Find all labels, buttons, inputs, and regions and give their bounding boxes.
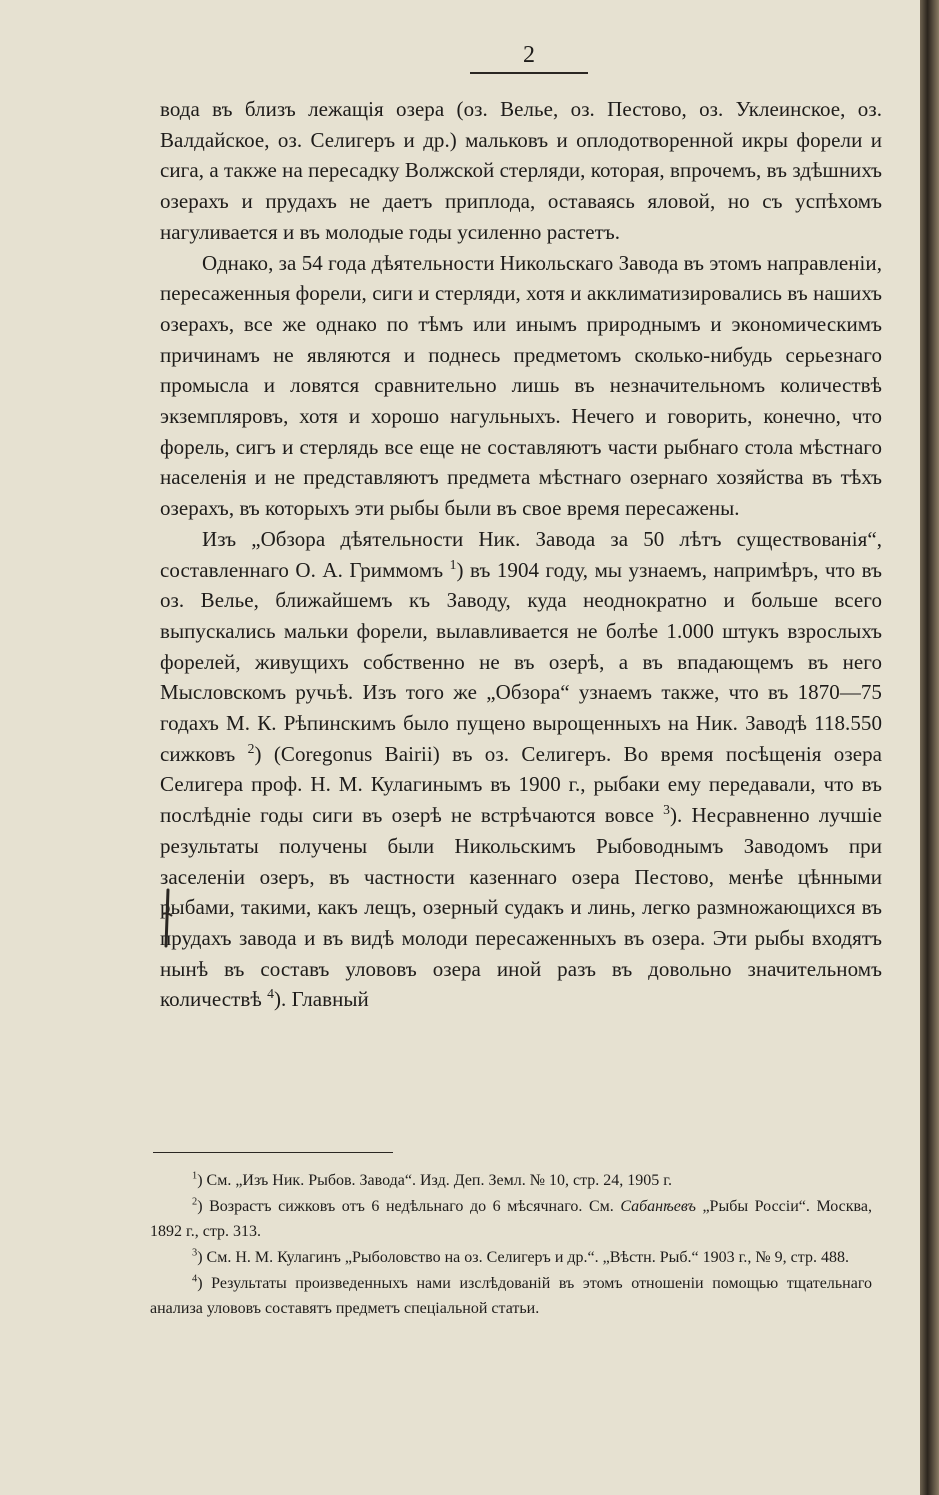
footnote-2 [150, 1194, 872, 1244]
footnote-1 [150, 1168, 872, 1193]
footnote-ref-3: 3 [663, 802, 670, 818]
footnote-ref-2: 2 [247, 740, 255, 756]
paragraph-3 [160, 524, 882, 1015]
page-number: 2 [523, 42, 535, 68]
footnote-ref-1: 1 [449, 556, 457, 572]
page-number-rule [470, 72, 588, 74]
footnote-2-text-b: „Рыбы Россіи“. Москва, 1892 г., стр. 313. [150, 1198, 872, 1240]
paragraph-2: Однако, за 54 года дѣятельности Никольскаго Завода въ этомъ направленіи, пересаженныя форели, сиги и стерляди, хотя и акклиматизировались въ нашихъ озерахъ, все же однако по тѣмъ или инымъ природнымъ и экономическимъ причинамъ не являются и поднесь предметомъ сколько-нибудь серьезнаго промысла и ловятся сравнительно лишь въ незначительномъ количествѣ экземпляровъ, хотя и хорошо нагульныхъ. Нечего и говорить, конечно, что форель, сигъ и стерлядь все еще не составляютъ части рыбнаго стола мѣстнаго населенія и не представляютъ предмета мѣстнаго озернаго хозяйства въ тѣхъ озерахъ, въ которыхъ эти рыбы были въ свое время пересажены. [160, 250, 882, 521]
paragraph-1: вода въ близъ лежащія озера (оз. Велье, оз. Пестово, оз. Уклеинское, оз. Валдайское, оз. Селигеръ и др.) мальковъ и оплодотворенной икры форели и сига, а также на пересадку Волжской стерляди, которая, впрочемъ, въ здѣшнихъ озерахъ и прудахъ не даетъ приплода, оставаясь яловой, но съ успѣхомъ нагуливается и въ молодые годы усиленно растетъ. [160, 97, 882, 244]
page-binding-edge [920, 0, 939, 1495]
footnote-4-text: ) Результаты произведенныхъ нами изслѣдованій въ этомъ отношеніи помощью тщательнаго анализа улововъ составятъ предметъ спеціальной статьи. [150, 1275, 872, 1317]
footnote-3-mark: 3 [192, 1247, 198, 1259]
paragraph-3-text-d: ). Несравненно лучшіе результаты получены были Никольскимъ Рыбоводнымъ Заводомъ при заселеніи озеръ, въ частности казеннаго озера Пестово, менѣе цѣнными рыбами, такими, какъ лещъ, озерный судакъ и линь, легко размножающихся въ прудахъ завода и въ видѣ молоди пересаженныхъ въ озера. Эти рыбы входятъ нынѣ въ составъ улововъ озера иной разъ въ довольно значительномъ количествѣ [160, 803, 882, 1012]
footnote-ref-4: 4 [267, 986, 274, 1002]
footnote-1-mark: 1 [192, 1170, 198, 1182]
main-text [160, 94, 882, 1015]
footnote-1-text: ) См. „Изъ Ник. Рыбов. Завода“. Изд. Деп. Земл. № 10, стр. 24, 1905 г. [197, 1172, 673, 1189]
footnote-rule [153, 1152, 393, 1153]
footnote-4 [150, 1271, 872, 1321]
paragraph-3-text-b: ) въ 1904 году, мы узнаемъ, напримѣръ, что въ оз. Велье, ближайшемъ къ Заводу, куда неоднократно и больше всего выпускались мальки форели, вылавливается не болѣе 1.000 штукъ взрослыхъ форелей, живущихъ собственно не въ озерѣ, а въ впадающемъ въ него Мысловскомъ ручьѣ. Изъ того же „Обзора“ узнаемъ также, что въ 1870—75 годахъ М. К. Рѣпинскимъ было пущено вырощенныхъ на Ник. Заводѣ 118.550 сижковъ [160, 557, 882, 766]
ink-mark [160, 888, 174, 948]
footnotes [150, 1168, 872, 1322]
paragraph-3-text-a: Изъ „Обзора дѣятельности Ник. Завода за 50 лѣтъ существованія“, составленнаго О. А. Гриммомъ [160, 526, 882, 582]
paragraph-3-text-e: ). Главный [273, 987, 369, 1012]
footnote-2-text-a: ) Возрастъ сижковъ отъ 6 недѣльнаго до 6 мѣсячнаго. См. [197, 1198, 621, 1215]
footnote-4-mark: 4 [192, 1273, 198, 1285]
footnote-3 [150, 1245, 872, 1270]
footnote-2-mark: 2 [192, 1196, 198, 1208]
footnote-3-text: ) См. Н. М. Кулагинъ „Рыболовство на оз. Селигеръ и др.“. „Вѣстн. Рыб.“ 1903 г., № 9, стр. 488. [197, 1249, 849, 1266]
paragraph-3-text-c: ) (Coregonus Bairii) въ оз. Селигеръ. Во время посѣщенія озера Селигера проф. Н. М. Кулагинымъ въ 1900 г., рыбаки ему передавали, что въ послѣдніе годы сиги въ озерѣ не встрѣчаются вовсе [160, 741, 882, 828]
footnote-2-author: Сабанѣевъ [620, 1198, 696, 1215]
